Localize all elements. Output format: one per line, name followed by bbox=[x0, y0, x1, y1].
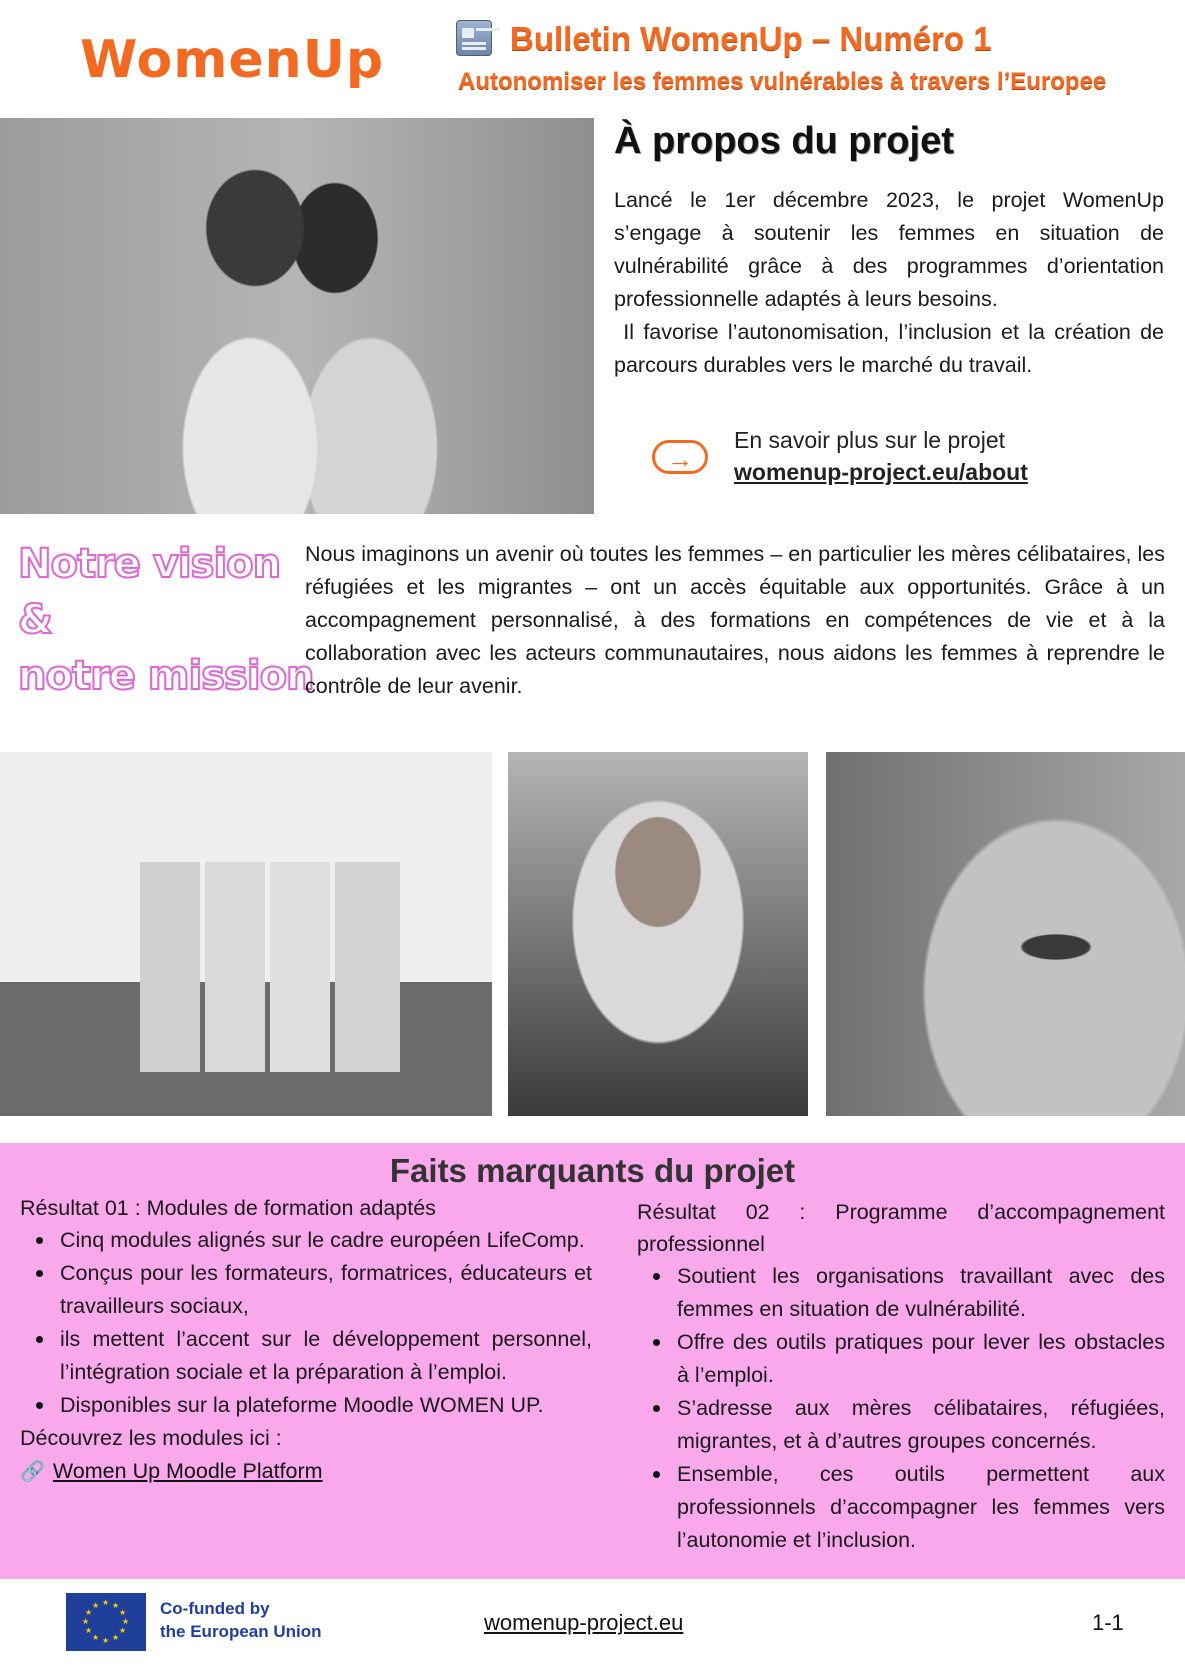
vision-title bbox=[18, 536, 314, 704]
newsletter-subtitle: Autonomiser les femmes vulnérables à travers l’Europee bbox=[458, 68, 1107, 95]
photo-woman-closeup bbox=[826, 752, 1185, 1116]
learn-more-label: En savoir plus sur le projet bbox=[734, 427, 1006, 453]
vision-title-line: & bbox=[18, 597, 52, 643]
about-paragraph-1: Lancé le 1er décembre 2023, le projet WomenUp s’engage à soutenir les femmes en situation de vulnérabilité grâce à des programmes d’orientation professionnelle adaptés à leurs besoins. bbox=[614, 188, 1164, 311]
highlights-title: Faits marquants du projet bbox=[389, 1152, 796, 1189]
eu-line-1: Co-funded by bbox=[160, 1599, 270, 1618]
result-02-heading: Résultat 02 : Programme d’accompagnement professionnel bbox=[637, 1200, 1165, 1256]
newspaper-icon bbox=[456, 20, 492, 56]
result-02-column bbox=[637, 1196, 1165, 1557]
result-01-list bbox=[20, 1224, 592, 1422]
list-item: Cinq modules alignés sur le cadre européen LifeComp. bbox=[60, 1224, 592, 1257]
vision-title-line: Notre vision bbox=[18, 541, 281, 587]
result-01-heading: Résultat 01 : Modules de formation adaptés bbox=[20, 1196, 436, 1220]
womenup-logo: WomenUp bbox=[80, 30, 385, 90]
about-text bbox=[614, 184, 1170, 382]
list-item: Ensemble, ces outils permettent aux professionnels d’accompagner les femmes vers l’autonomie et l’inclusion. bbox=[677, 1458, 1165, 1557]
result-02-list bbox=[637, 1260, 1165, 1557]
about-paragraph-2: Il favorise l’autonomisation, l’inclusion et la création de parcours durables vers le marché du travail. bbox=[614, 320, 1170, 377]
photo-four-women bbox=[0, 752, 492, 1116]
list-item: Disponibles sur la plateforme Moodle WOMEN UP. bbox=[60, 1389, 592, 1422]
list-item: Soutient les organisations travaillant avec des femmes en situation de vulnérabilité. bbox=[677, 1260, 1165, 1326]
about-title: À propos du projet bbox=[614, 120, 954, 162]
eu-cofunded-label bbox=[160, 1597, 322, 1643]
vision-text: Nous imaginons un avenir où toutes les femmes – en particulier les mères célibataires, les réfugiées et les migrantes – ont un accès équitable aux opportunités. Grâce à un accompagnement personnalisé, à des formations en compétences de vie et à la collaboration avec les acteurs communautaires, nous aidons les femmes à reprendre le contrôle de leur avenir. bbox=[305, 542, 1165, 698]
list-item: Offre des outils pratiques pour lever les obstacles à l’emploi. bbox=[677, 1326, 1165, 1392]
list-item: ils mettent l’accent sur le développement personnel, l’intégration sociale et la préparation à l’emploi. bbox=[60, 1323, 592, 1389]
photo-woman-headscarf bbox=[508, 752, 808, 1116]
moodle-link-row bbox=[20, 1455, 592, 1489]
footer-site-link[interactable]: womenup-project.eu bbox=[484, 1610, 684, 1635]
result-01-column bbox=[20, 1192, 592, 1489]
newsletter-title: Bulletin WomenUp – Numéro 1 bbox=[510, 20, 992, 57]
arrow-right-icon[interactable]: → bbox=[652, 440, 708, 474]
vision-title-line: notre mission bbox=[18, 653, 314, 699]
eu-line-2: the European Union bbox=[160, 1622, 322, 1641]
about-link[interactable]: womenup-project.eu/about bbox=[734, 459, 1028, 485]
moodle-platform-link[interactable]: Women Up Moodle Platform bbox=[52, 1459, 323, 1483]
link-icon: 🔗 bbox=[20, 1461, 45, 1483]
list-item: Conçus pour les formateurs, formatrices, éducateurs et travailleurs sociaux, bbox=[60, 1257, 592, 1323]
eu-flag-icon: ★ ★ ★ ★ ★ ★ ★ ★ ★ ★ ★ ★ bbox=[66, 1593, 146, 1651]
photo-two-women bbox=[0, 118, 594, 514]
discover-text: Découvrez les modules ici : bbox=[20, 1426, 282, 1450]
page-number: 1-1 bbox=[1092, 1610, 1124, 1635]
list-item: S’adresse aux mères célibataires, réfugiées, migrantes, et à d’autres groupes concernés. bbox=[677, 1392, 1165, 1458]
